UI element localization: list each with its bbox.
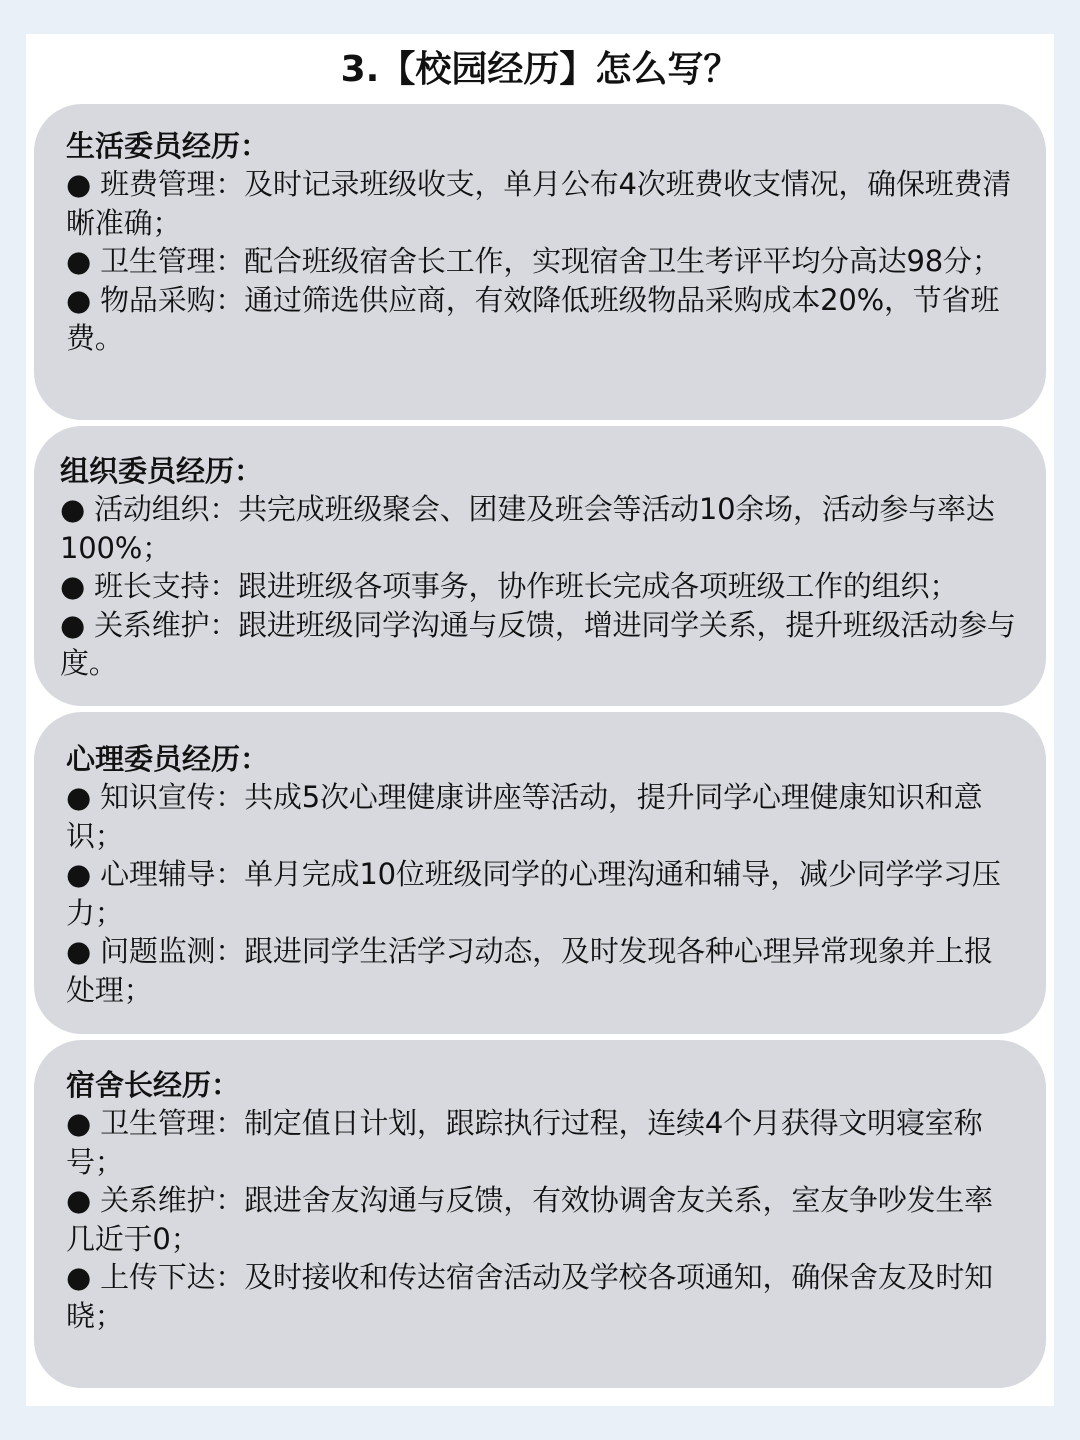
section-card-psychology-committee — [34, 712, 1046, 1034]
section-heading: 宿舍长经历： — [66, 1068, 241, 1102]
list-item: ● 卫生管理：制定值日计划，跟踪执行过程，连续4个月获得文明寝室称号； — [66, 1106, 983, 1179]
section-card-life-committee — [34, 104, 1046, 420]
section-heading: 生活委员经历： — [66, 129, 270, 163]
list-item: ● 活动组织：共完成班级聚会、团建及班会等活动10余场，活动参与率达100%； — [60, 492, 995, 565]
section-heading: 心理委员经历： — [66, 742, 270, 776]
list-item: ● 上传下达：及时接收和传达宿舍活动及学校各项通知，确保舍友及时知晓； — [66, 1260, 993, 1333]
list-item: ● 知识宣传：共成5次心理健康讲座等活动，提升同学心理健康知识和意识； — [66, 780, 983, 853]
list-item: ● 关系维护：跟进班级同学沟通与反馈，增进同学关系，提升班级活动参与度。 — [60, 607, 1016, 680]
list-item: ● 卫生管理：配合班级宿舍长工作，实现宿舍卫生考评平均分高达98分； — [66, 244, 1001, 278]
list-item: ● 物品采购：通过筛选供应商，有效降低班级物品采购成本20%，节省班费。 — [66, 282, 1000, 355]
list-item: ● 问题监测：跟进同学生活学习动态，及时发现各种心理异常现象并上报处理； — [66, 934, 993, 1007]
section-heading: 组织委员经历： — [60, 454, 264, 488]
list-item: ● 班费管理：及时记录班级收支，单月公布4次班费收支情况，确保班费清晰准确； — [66, 167, 1012, 240]
list-item: ● 班长支持：跟进班级各项事务，协作班长完成各项班级工作的组织； — [60, 569, 959, 603]
page — [26, 34, 1054, 1406]
list-item: ● 心理辅导：单月完成10位班级同学的心理沟通和辅导，减少同学学习压力； — [66, 857, 1001, 930]
section-card-organization-committee — [34, 426, 1046, 706]
page-title: 3.【校园经历】怎么写？ — [340, 49, 740, 90]
section-card-dorm-leader — [34, 1040, 1046, 1388]
list-item: ● 关系维护：跟进舍友沟通与反馈，有效协调舍友关系，室友争吵发生率几近于0； — [66, 1183, 993, 1256]
